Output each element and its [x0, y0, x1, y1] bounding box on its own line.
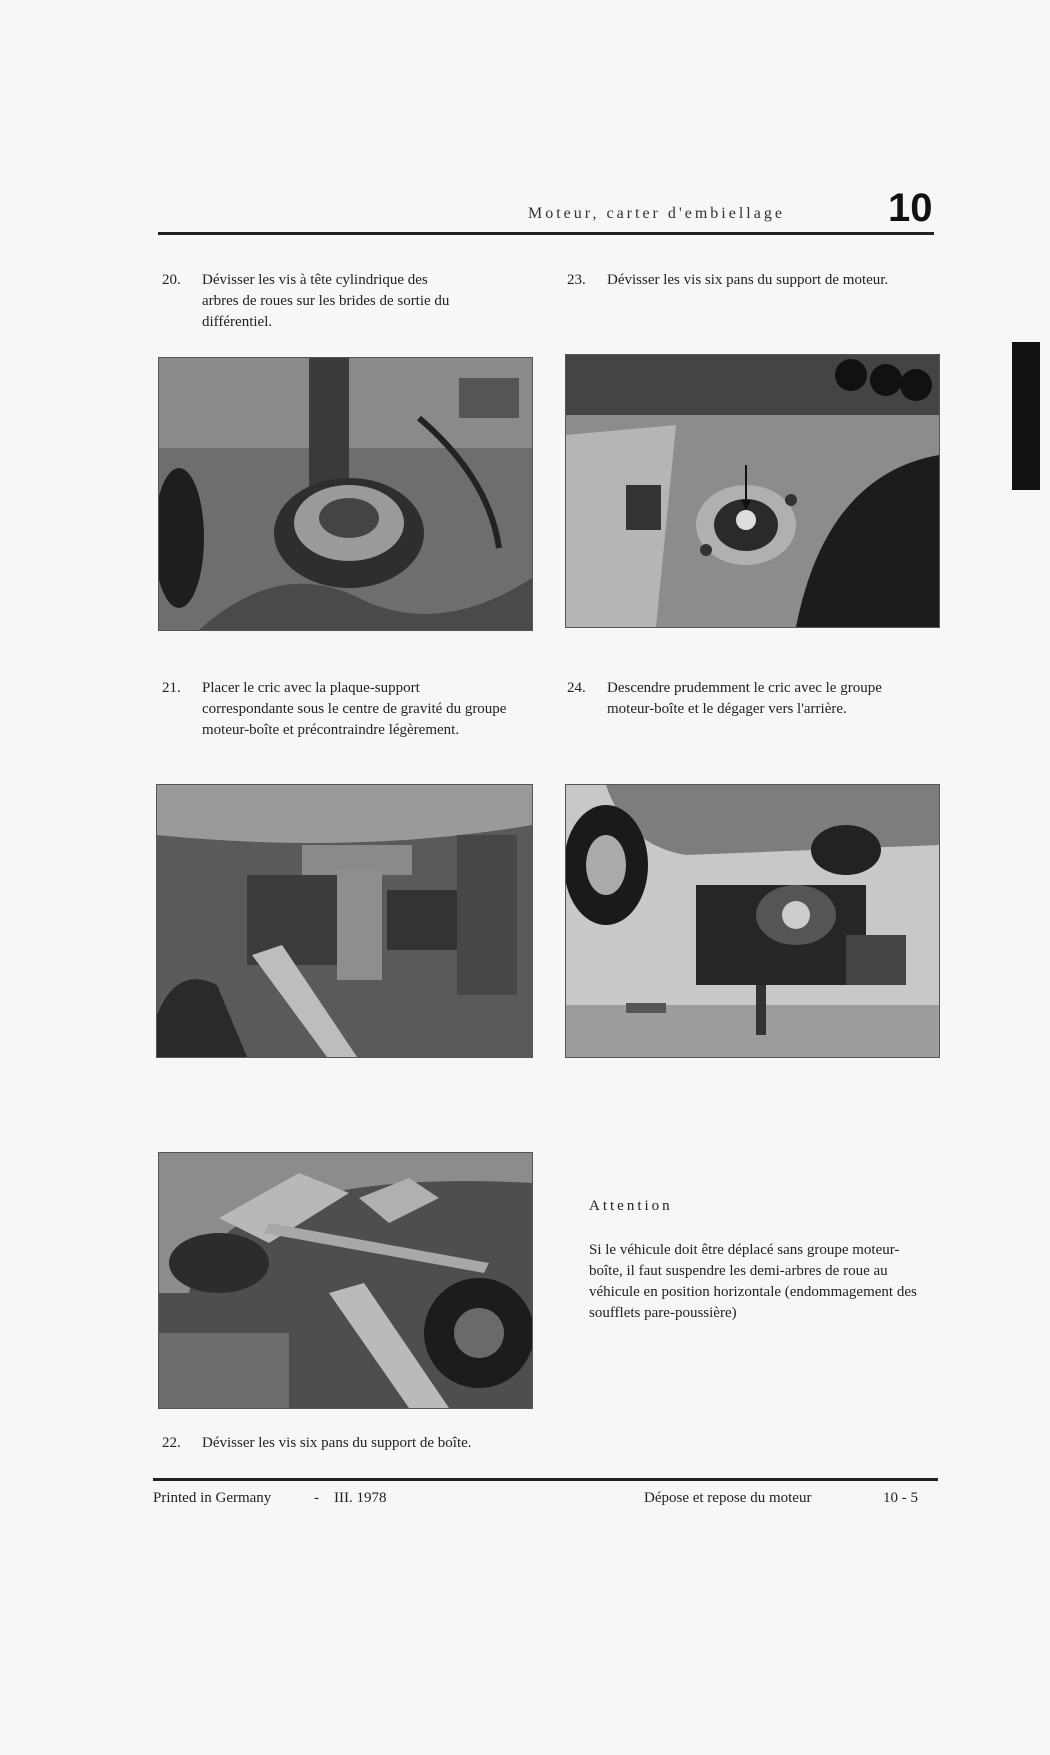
photo-jack-placement — [156, 784, 533, 1058]
footer-printed: Printed in Germany — [153, 1490, 272, 1506]
footer-chapter: Dépose et repose du moteur — [644, 1490, 812, 1506]
step-24 — [567, 678, 927, 748]
step-number: 20. — [162, 272, 181, 288]
header-rule — [158, 232, 934, 235]
step-number: 22. — [162, 1435, 181, 1451]
attention-title: Attention — [589, 1198, 673, 1214]
photo-engine-mount — [565, 354, 940, 628]
photo-driveshaft-flange-image — [159, 358, 532, 630]
photo-transmission-mount — [158, 1152, 533, 1409]
section-tab-marker — [1012, 342, 1040, 490]
photo-engine-lowered — [565, 784, 940, 1058]
step-text: Dévisser les vis six pans du support de moteur. — [607, 272, 889, 288]
step-21 — [162, 678, 522, 768]
footer-date: III. 1978 — [334, 1490, 387, 1506]
photo-transmission-mount-image — [159, 1153, 532, 1408]
step-number: 23. — [567, 272, 586, 288]
footer-rule — [153, 1478, 938, 1481]
step-number: 21. — [162, 680, 181, 696]
attention-text: Si le véhicule doit être déplacé sans groupe moteur-boîte, il faut suspendre les demi-arbres de roue au véhicule en position horizontale (endommagement des soufflets pare-poussière) — [589, 1242, 917, 1321]
header-title: Moteur, carter d'embiellage — [528, 205, 785, 222]
step-text: Dévisser les vis à tête cylindrique des arbres de roues sur les brides de sortie du différentiel. — [202, 272, 450, 330]
section-number: 10 — [888, 186, 933, 230]
step-23 — [567, 270, 947, 300]
step-text: Placer le cric avec la plaque-support correspondante sous le centre de gravité du groupe moteur-boîte et précontraindre légèrement. — [202, 680, 507, 738]
step-text: Dévisser les vis six pans du support de boîte. — [202, 1435, 472, 1451]
photo-driveshaft-flange — [158, 357, 533, 631]
photo-jack-placement-image — [157, 785, 532, 1057]
step-number: 24. — [567, 680, 586, 696]
step-22 — [162, 1433, 542, 1463]
photo-engine-mount-image — [566, 355, 939, 627]
step-text: Descendre prudemment le cric avec le groupe moteur-boîte et le dégager vers l'arrière. — [607, 680, 882, 717]
step-20 — [162, 270, 492, 340]
footer-page-number: 10 - 5 — [883, 1490, 918, 1506]
footer-dash: - — [314, 1490, 319, 1506]
photo-engine-lowered-image — [566, 785, 939, 1057]
